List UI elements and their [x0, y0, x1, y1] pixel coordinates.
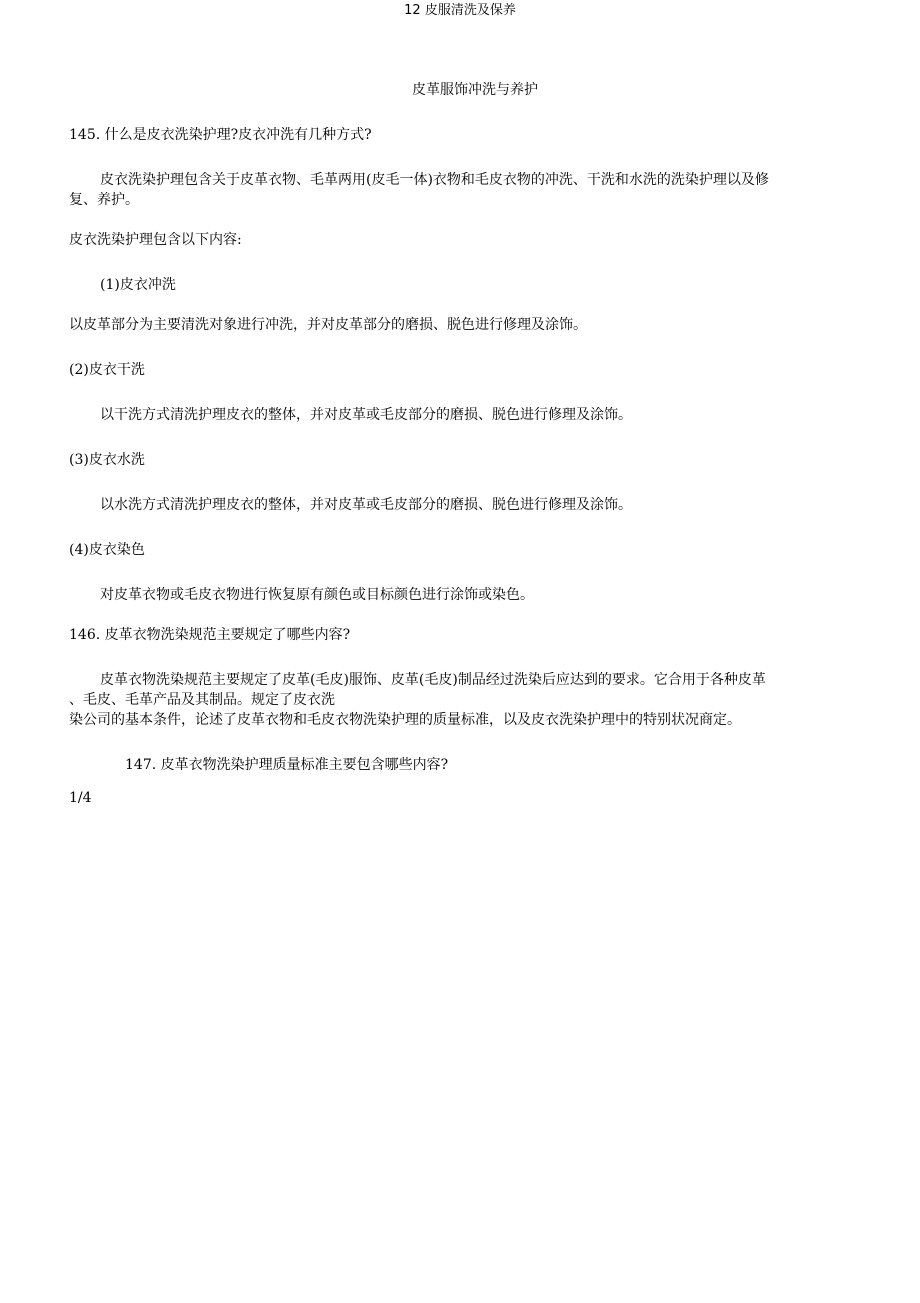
item-2-description: 以干洗方式清洗护理皮衣的整体，并对皮革或毛皮部分的磨损、脱色进行修理及涂饰。	[100, 407, 632, 423]
item-1-title: (1)皮衣冲洗	[100, 277, 176, 293]
item-4-title: (4)皮衣染色	[69, 542, 145, 558]
question-146: 146. 皮革衣物洗染规范主要规定了哪些内容?	[69, 627, 351, 643]
page-number: 1/4	[69, 790, 92, 806]
running-header: 12 皮服清洗及保养	[404, 3, 516, 18]
answer-146-line-1: 皮革衣物洗染规范主要规定了皮革(毛皮)服饰、皮革(毛皮)制品经过洗染后应达到的要求。它合用于各种皮革	[100, 672, 766, 688]
item-4-description: 对皮革衣物或毛皮衣物进行恢复原有颜色或目标颜色进行涂饰或染色。	[100, 587, 534, 603]
item-3-title: (3)皮衣水洗	[69, 452, 145, 468]
intro-paragraph-line-2: 复、养护。	[69, 192, 139, 208]
answer-146-line-2: 、毛皮、毛革产品及其制品。规定了皮衣洗	[69, 692, 335, 708]
item-1-description: 以皮革部分为主要清洗对象进行冲洗，并对皮革部分的磨损、脱色进行修理及涂饰。	[69, 317, 587, 333]
question-147: 147. 皮革衣物洗染护理质量标准主要包含哪些内容?	[125, 757, 449, 773]
question-145: 145. 什么是皮衣洗染护理?皮衣冲洗有几种方式?	[69, 127, 372, 143]
contents-intro: 皮衣洗染护理包含以下内容:	[69, 232, 242, 248]
answer-146-line-3: 染公司的基本条件，论述了皮革衣物和毛皮衣物洗染护理的质量标准，以及皮衣洗染护理中的特别状况商定。	[69, 712, 741, 728]
intro-paragraph-line-1: 皮衣洗染护理包含关于皮革衣物、毛革两用(皮毛一体)衣物和毛皮衣物的冲洗、干洗和水洗的洗染护理以及修	[100, 172, 769, 188]
document-title: 皮革服饰冲洗与养护	[412, 82, 538, 98]
item-2-title: (2)皮衣干洗	[69, 362, 145, 378]
item-3-description: 以水洗方式清洗护理皮衣的整体，并对皮革或毛皮部分的磨损、脱色进行修理及涂饰。	[100, 497, 632, 513]
